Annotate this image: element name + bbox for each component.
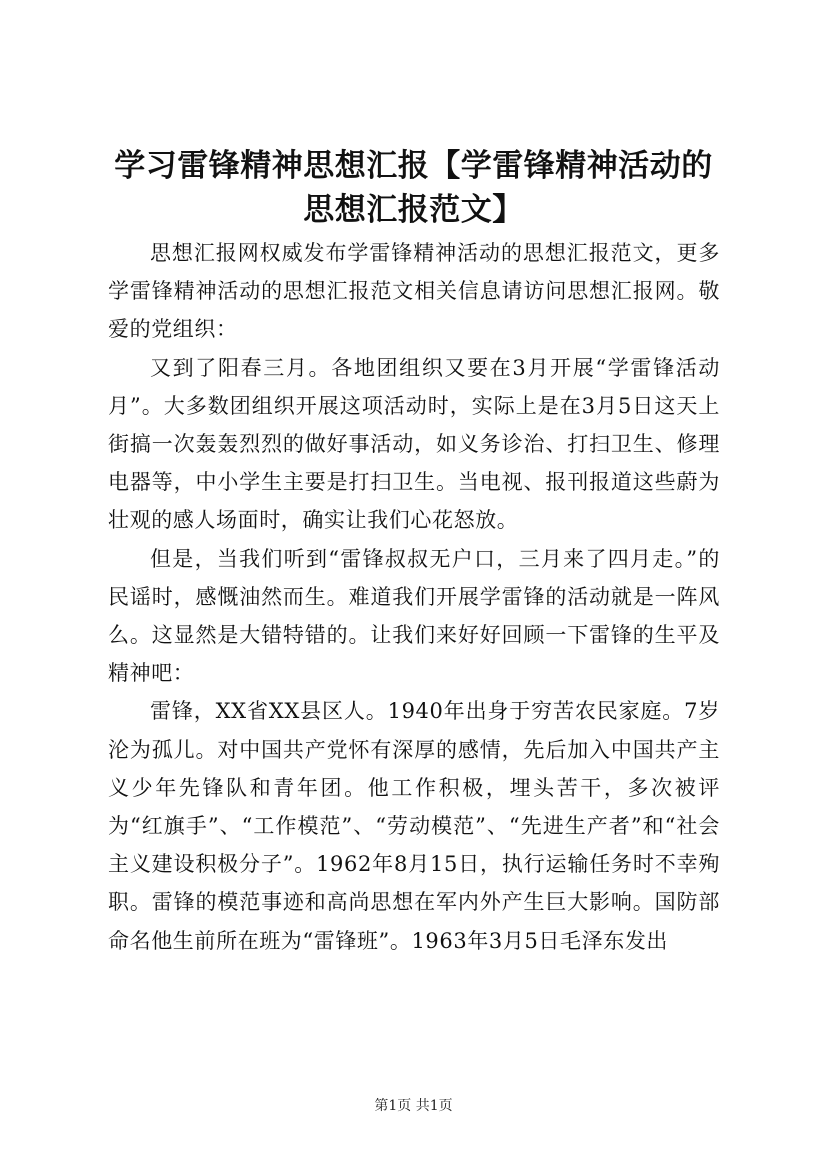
document-title: 学习雷锋精神思想汇报【学雷锋精神活动的思想汇报范文】 bbox=[114, 148, 713, 228]
paragraph-4: 雷锋，XX省XX县区人。1940年出身于穷苦农民家庭。7岁沦为孤儿。对中国共产党怀有深厚的感情，先后加入中国共产主义少年先锋队和青年团。他工作积极，埋头苦干，多次被评为“红旗手”、“工作模范”、“劳动模范”、“先进生产者”和“社会主义建设积极分子”。1962年8月15日，执行运输任务时不幸殉职。雷锋的模范事迹和高尚思想在军内外产生巨大影响。国防部命名他生前所在班为“雷锋班”。1963年3月5日毛泽东发出 bbox=[108, 699, 720, 953]
paragraph-1: 思想汇报网权威发布学雷锋精神活动的思想汇报范文，更多学雷锋精神活动的思想汇报范文相关信息请访问思想汇报网。敬爱的党组织： bbox=[108, 241, 720, 342]
paragraph-2: 又到了阳春三月。各地团组织又要在3月开展“学雷锋活动月”。大多数团组织开展这项活动时，实际上是在3月5日这天上街搞一次轰轰烈烈的做好事活动，如义务诊治、打扫卫生、修理电器等，中小学生主要是打扫卫生。当电视、报刊报道这些蔚为壮观的感人场面时，确实让我们心花怒放。 bbox=[108, 355, 720, 533]
paragraph-3: 但是，当我们听到“雷锋叔叔无户口，三月来了四月走。”的民谣时，感慨油然而生。难道我们开展学雷锋的活动就是一阵风么。这显然是大错特错的。让我们来好好回顾一下雷锋的生平及精神吧： bbox=[108, 546, 720, 686]
document-body bbox=[108, 234, 720, 960]
page-footer: 第1页 共1页 bbox=[374, 1098, 453, 1114]
